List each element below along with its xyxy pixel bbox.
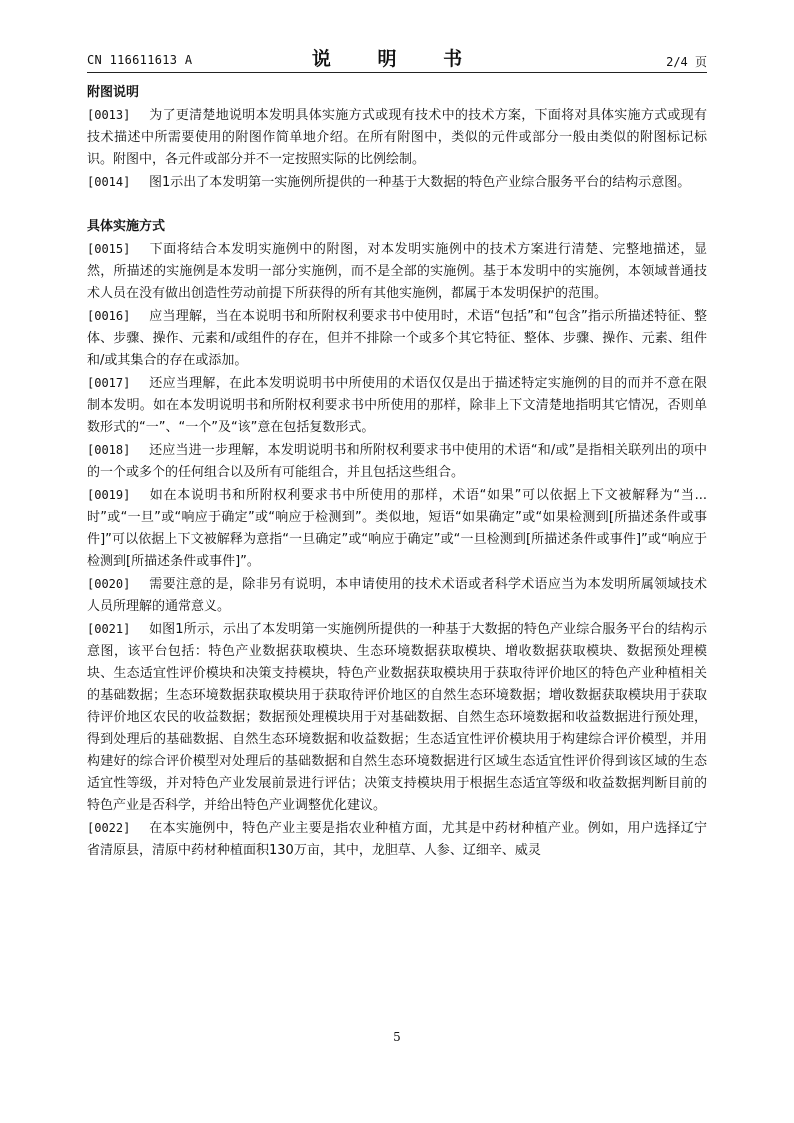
paragraph-text: 还应当理解，在此本发明说明书中所使用的术语仅仅是出于描述特定实施例的目的而并不意在限制本发明。如在本发明说明书和所附权利要求书中所使用的那样，除非上下文清楚地指明其它情况，否则单数形式的“一”、“一个”及“该”意在包括复数形式。 — [87, 376, 707, 435]
paragraph-0019 — [87, 484, 707, 573]
paragraph-0013 — [87, 104, 707, 171]
paragraph-number: [0017] — [87, 376, 131, 390]
paragraph-0015 — [87, 238, 707, 305]
header-divider — [87, 72, 707, 73]
section-gap — [87, 194, 707, 216]
publication-number: CN 116611613 A — [87, 53, 193, 67]
paragraph-number: [0016] — [87, 309, 131, 323]
paragraph-number: [0018] — [87, 443, 131, 457]
paragraph-text: 需要注意的是，除非另有说明，本申请使用的技术术语或者科学术语应当为本发明所属领域技术人员所理解的通常意义。 — [87, 577, 707, 614]
paragraph-0018 — [87, 439, 707, 484]
paragraph-number: [0019] — [87, 488, 131, 502]
paragraph-number: [0022] — [87, 821, 131, 835]
paragraph-0016 — [87, 305, 707, 372]
page-number: 5 — [393, 1030, 401, 1044]
paragraph-0021 — [87, 618, 707, 817]
paragraph-text: 还应当进一步理解，本发明说明书和所附权利要求书中使用的术语“和/或”是指相关联列出的项中的一个或多个的任何组合以及所有可能组合，并且包括这些组合。 — [87, 443, 707, 480]
paragraph-text: 下面将结合本发明实施例中的附图，对本发明实施例中的技术方案进行清楚、完整地描述，显然，所描述的实施例是本发明一部分实施例，而不是全部的实施例。基于本发明中的实施例，本领域普通技术人员在没有做出创造性劳动前提下所获得的所有其他实施例，都属于本发明保护的范围。 — [87, 242, 707, 301]
paragraph-number: [0014] — [87, 175, 131, 189]
paragraph-text: 在本实施例中，特色产业主要是指农业种植方面，尤其是中药材种植产业。例如，用户选择辽宁省清原县，清原中药材种植面积130万亩，其中，龙胆草、人参、辽细辛、威灵 — [87, 821, 707, 858]
paragraph-text: 应当理解，当在本说明书和所附权利要求书中使用时，术语“包括”和“包含”指示所描述特征、整体、步骤、操作、元素和/或组件的存在，但并不排除一个或多个其它特征、整体、步骤、操作、元素、组件和/或其集合的存在或添加。 — [87, 309, 707, 368]
document-title: 说 明 书 — [311, 48, 483, 70]
paragraph-number: [0015] — [87, 242, 131, 256]
paragraph-number: [0013] — [87, 108, 131, 122]
paragraph-0022 — [87, 817, 707, 862]
paragraph-number: [0021] — [87, 622, 131, 636]
paragraph-number: [0020] — [87, 577, 131, 591]
paragraph-text: 如在本说明书和所附权利要求书中所使用的那样，术语“如果”可以依据上下文被解释为“当...时”或“一旦”或“响应于确定”或“响应于检测到”。类似地，短语“如果确定”或“如果检测到[所描述条件或事件]”可以依据上下文被解释为意指“一旦确定”或“响应于确定”或“一旦检测到[所描述条件或事件]”或“响应于检测到[所描述条件或事件]”。 — [87, 488, 707, 569]
page-indicator: 2/4 页 — [666, 55, 707, 69]
document-body — [87, 82, 707, 862]
paragraph-0017 — [87, 372, 707, 439]
paragraph-text: 如图1所示，示出了本发明第一实施例所提供的一种基于大数据的特色产业综合服务平台的结构示意图，该平台包括：特色产业数据获取模块、生态环境数据获取模块、增收数据获取模块、数据预处理模块、生态适宜性评价模块和决策支持模块，特色产业数据获取模块用于获取待评价地区的特色产业种植相关的基础数据；生态环境数据获取模块用于获取待评价地区的自然生态环境数据；增收数据获取模块用于获取待评价地区农民的收益数据；数据预处理模块用于对基础数据、自然生态环境数据和收益数据进行预处理，得到处理后的基础数据、自然生态环境数据和收益数据；生态适宜性评价模块用于构建综合评价模型，并用构建好的综合评价模型对处理后的基础数据和自然生态环境数据进行区域生态适宜性评价得到该区域的生态适宜性等级，并对特色产业发展前景进行评估；决策支持模块用于根据生态适宜等级和收益数据判断目前的特色产业是否科学，并给出特色产业调整优化建议。 — [87, 622, 707, 813]
paragraph-0020 — [87, 573, 707, 618]
paragraph-0014 — [87, 171, 707, 194]
paragraph-text: 为了更清楚地说明本发明具体实施方式或现有技术中的技术方案，下面将对具体实施方式或现有技术描述中所需要使用的附图作简单地介绍。在所有附图中，类似的元件或部分一般由类似的附图标记标识。附图中，各元件或部分并不一定按照实际的比例绘制。 — [87, 108, 707, 167]
section-heading: 具体实施方式 — [87, 219, 166, 234]
page-header — [87, 44, 707, 72]
section-heading: 附图说明 — [87, 85, 140, 100]
paragraph-text: 图1示出了本发明第一实施例所提供的一种基于大数据的特色产业综合服务平台的结构示意图。 — [149, 175, 691, 190]
